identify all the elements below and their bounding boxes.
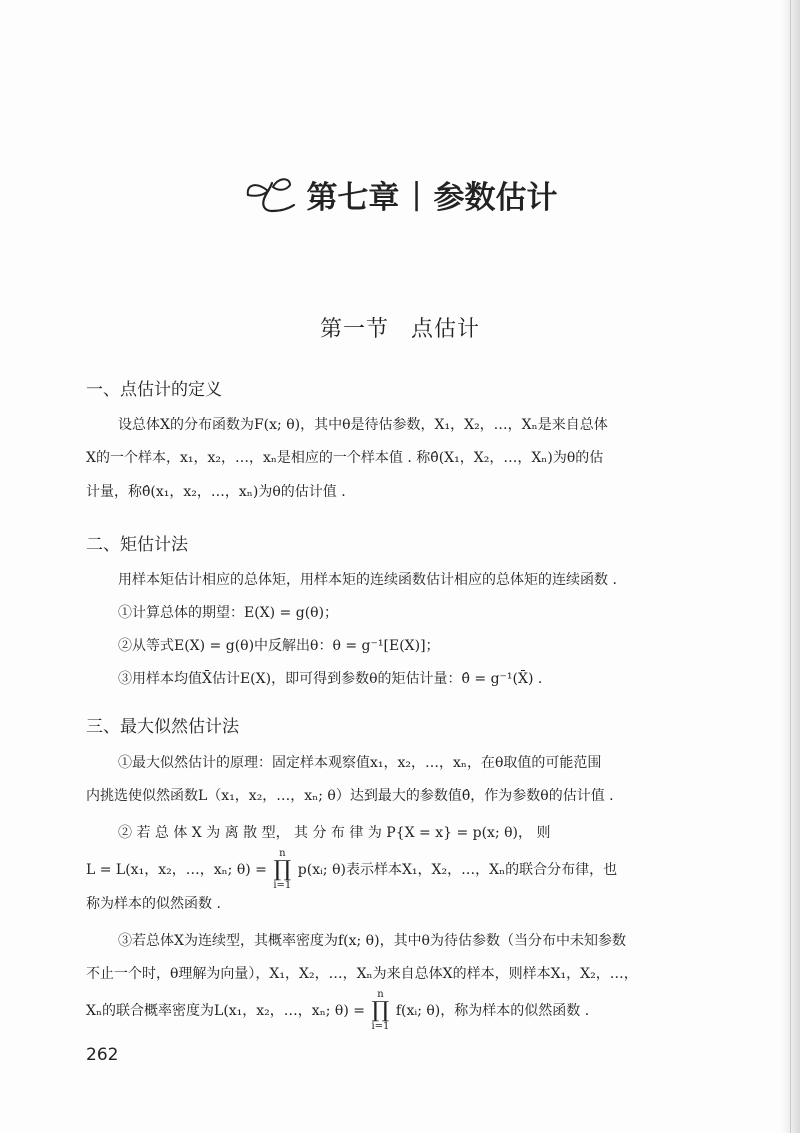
moments-step-2: ②从等式E(X) = g(θ)中反解出θ：θ = g⁻¹[E(X)]； — [118, 638, 440, 654]
mle-principle-line-1: ①最大似然估计的原理：固定样本观察值x₁，x₂，…，xₙ，在θ取值的可能范围 — [118, 755, 602, 771]
heading-maximum-likelihood: 三、最大似然估计法 — [86, 717, 239, 737]
product-symbol: ∏ — [273, 857, 292, 882]
chapter-name: 参数估计 — [433, 180, 558, 216]
definition-line-3: 计量，称θ̂(x₁，x₂，…，xₙ)为θ的估计值 . — [86, 484, 346, 500]
chapter-title — [0, 172, 800, 217]
product-upper-limit-2: n — [377, 989, 384, 1000]
page-number: 262 — [86, 1045, 119, 1065]
moments-intro: 用样本矩估计相应的总体矩，用样本矩的连续函数估计相应的总体矩的连续函数 . — [118, 572, 617, 588]
heading-method-of-moments: 二、矩估计法 — [86, 535, 188, 555]
product-operator — [273, 849, 291, 891]
product-lower-limit-2: i=1 — [371, 1021, 390, 1032]
moments-step-1: ①计算总体的期望：E(X) = g(θ)； — [118, 605, 339, 621]
mle-principle-line-2: 内挑选使似然函数L（x₁，x₂，…，xₙ; θ）达到最大的参数值θ̂，作为参数θ的估计值 . — [86, 788, 614, 804]
product-symbol-2: ∏ — [371, 998, 390, 1023]
product-upper-limit: n — [279, 848, 286, 859]
chapter-number: 第七章 — [306, 180, 400, 216]
mle-discrete-line-3: 称为样本的似然函数 . — [86, 896, 221, 912]
page-edge-line — [790, 0, 791, 1133]
product-lower-limit: i=1 — [273, 880, 292, 891]
sprout-icon — [242, 175, 296, 215]
section-title — [0, 312, 800, 343]
chapter-separator: | — [411, 177, 422, 212]
definition-line-1: 设总体X的分布函数为F(x; θ)，其中θ是待估参数，X₁，X₂，…，Xₙ是来自总体 — [118, 417, 608, 433]
section-name: 点估计 — [411, 317, 481, 342]
mle-continuous-line-1: ③若总体X为连续型，其概率密度为f(x; θ)，其中θ为待估参数（当分布中未知参数 — [118, 933, 626, 949]
definition-line-2: X的一个样本，x₁，x₂，…，xₙ是相应的一个样本值 . 称θ̂(X₁，X₂，…，Xₙ)为θ的估 — [86, 450, 604, 466]
product-operator-2 — [371, 990, 389, 1032]
continuous-likelihood-rhs: f(xᵢ; θ)，称为样本的似然函数 . — [395, 1003, 590, 1019]
discrete-likelihood-lhs: L = L(x₁，x₂，…，xₙ; θ) = — [86, 862, 267, 878]
section-number: 第一节 — [319, 317, 389, 342]
moments-step-3: ③用样本均值X̄估计E(X)，即可得到参数θ的矩估计量：θ̂ = g⁻¹(X̄) . — [118, 671, 543, 687]
continuous-likelihood-lhs: Xₙ的联合概率密度为L(x₁，x₂，…，xₙ; θ) = — [86, 1003, 365, 1019]
mle-continuous-line-3 — [86, 990, 589, 1032]
discrete-likelihood-rhs: p(xᵢ; θ)表示样本X₁，X₂，…，Xₙ的联合分布律，也 — [297, 862, 618, 878]
mle-discrete-line-2 — [86, 849, 617, 891]
heading-point-estimate-definition: 一、点估计的定义 — [86, 380, 222, 400]
mle-discrete-line-1: ② 若 总 体 X 为 离 散 型， 其 分 布 律 为 P{X = x} = p(x; θ)， 则 — [118, 825, 551, 841]
mle-continuous-line-2: 不止一个时，θ理解为向量），X₁，X₂，…，Xₙ为来自总体X的样本，则样本X₁，X₂，…， — [86, 966, 638, 982]
